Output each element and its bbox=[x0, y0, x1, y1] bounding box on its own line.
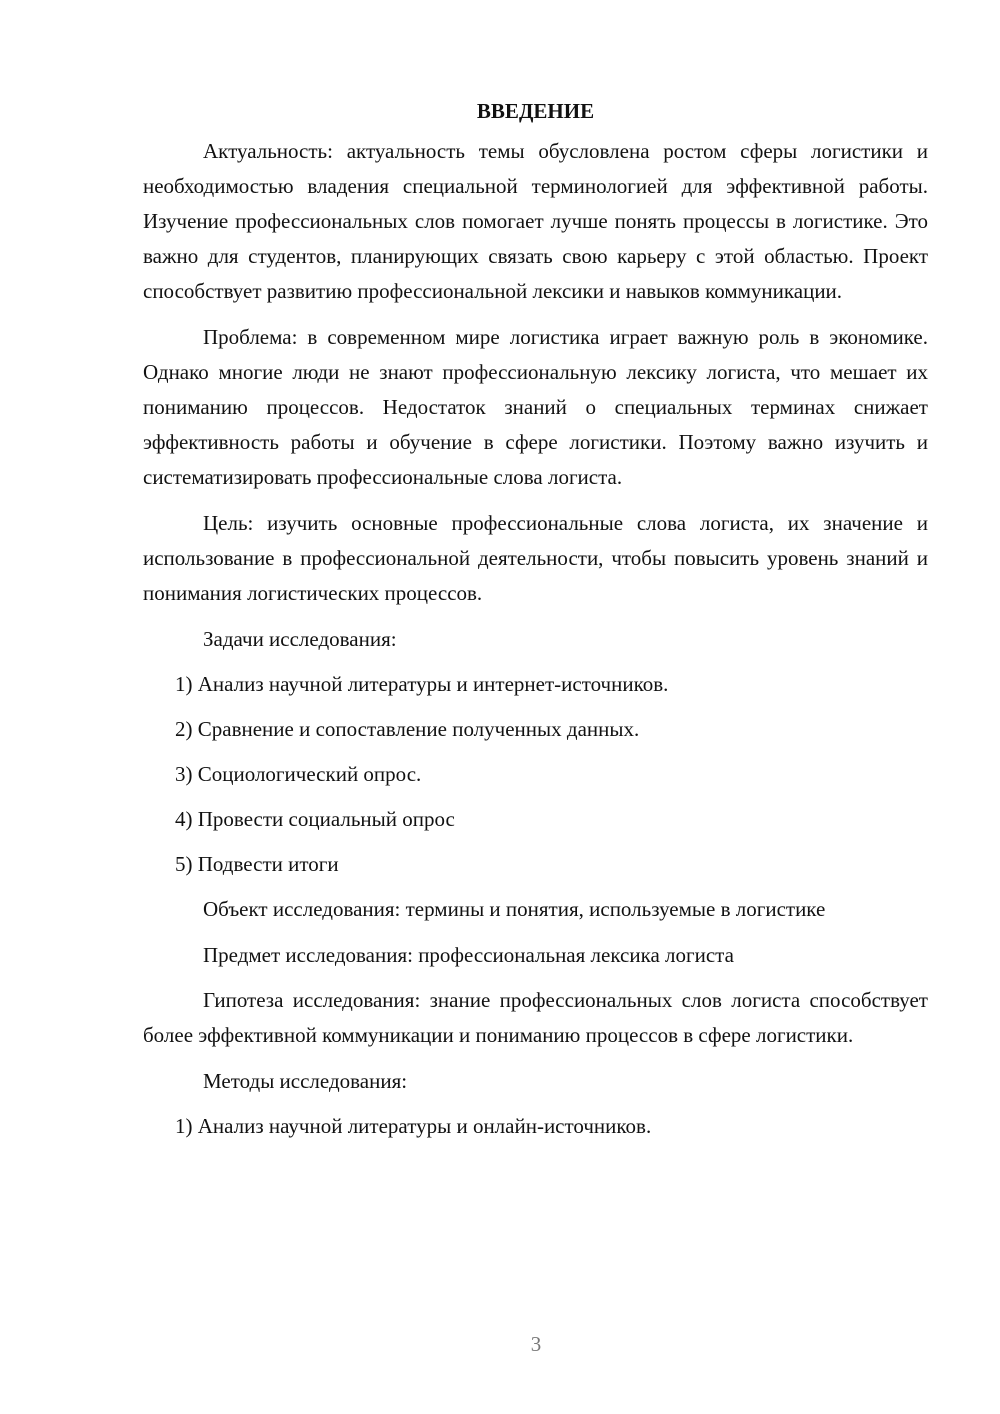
page-number: 3 bbox=[530, 1332, 542, 1356]
list-item: 3) Социологический опрос. bbox=[175, 762, 422, 786]
list-item: 5) Подвести итоги bbox=[175, 852, 339, 876]
list-item: 4) Провести социальный опрос bbox=[175, 807, 455, 831]
tasks-list bbox=[143, 667, 928, 882]
object-paragraph: Объект исследования: термины и понятия, используемые в логистике bbox=[203, 897, 826, 921]
tasks-heading: Задачи исследования: bbox=[203, 627, 397, 651]
methods-list bbox=[143, 1109, 928, 1144]
problem-paragraph: Проблема: в современном мире логистика играет важную роль в экономике. Однако многие люди не знают профессиональную лексику логиста, что мешает их пониманию процессов. Недостаток знаний о специальных терминах снижает эффективность работы и обучение в сфере логистики. Поэтому важно изучить и систематизировать профессиональные слова логиста. bbox=[143, 325, 928, 489]
methods-heading: Методы исследования: bbox=[203, 1069, 408, 1093]
page-title: ВВЕДЕНИЕ bbox=[476, 99, 595, 123]
document-page bbox=[143, 94, 928, 1154]
list-item: 1) Анализ научной литературы и онлайн-источников. bbox=[175, 1114, 652, 1138]
subject-paragraph: Предмет исследования: профессиональная лексика логиста bbox=[203, 943, 734, 967]
relevance-paragraph: Актуальность: актуальность темы обусловлена ростом сферы логистики и необходимостью владения специальной терминологией для эффективной работы. Изучение профессиональных слов помогает лучше понять процессы в логистике. Это важно для студентов, планирующих связать свою карьеру с этой областью. Проект способствует развитию профессиональной лексики и навыков коммуникации. bbox=[143, 139, 928, 303]
list-item: 2) Сравнение и сопоставление полученных данных. bbox=[175, 717, 640, 741]
hypothesis-paragraph: Гипотеза исследования: знание профессиональных слов логиста способствует более эффективной коммуникации и пониманию процессов в сфере логистики. bbox=[143, 988, 928, 1047]
goal-paragraph: Цель: изучить основные профессиональные слова логиста, их значение и использование в профессиональной деятельности, чтобы повысить уровень знаний и понимания логистических процессов. bbox=[143, 511, 928, 605]
list-item: 1) Анализ научной литературы и интернет-источников. bbox=[175, 672, 669, 696]
